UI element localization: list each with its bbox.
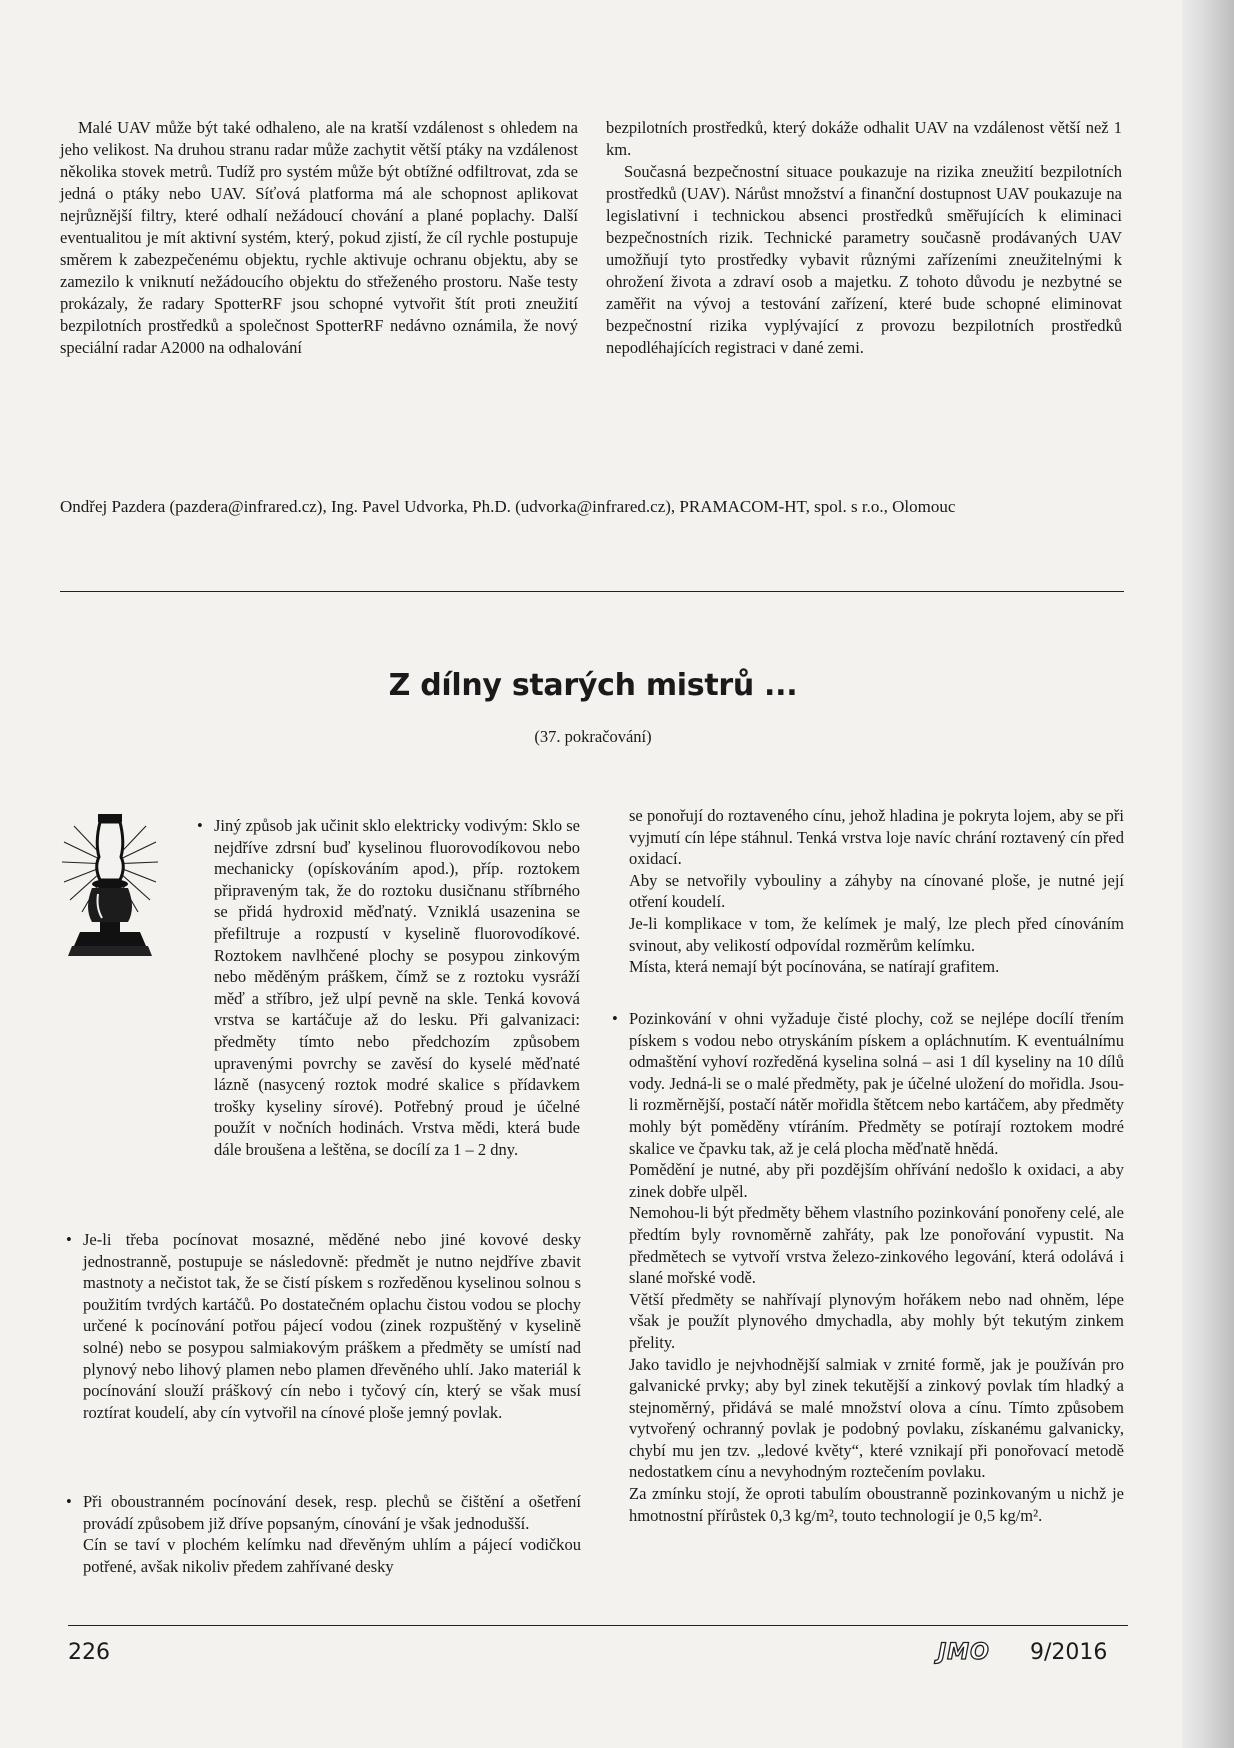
journal-logo: JMO [938, 1640, 990, 1665]
section-divider [60, 591, 1124, 592]
list-item-text: Cín se taví v plochém kelímku nad dřevěným uhlím a pájecí vodičkou potřené, avšak nikoliv předem zahřívané desky [83, 1535, 581, 1576]
article-subtitle: (37. pokračování) [534, 727, 652, 746]
list-item-text: Nemohou-li být předměty během vlastního pozinkování ponořeny celé, ale předtím byly rovnoměrně zahřáty, pak lze ponořování vypustit. Na předmětech se vytvoří vrstva železo-zinkového legování, která odolává i slané mořské vodě. [629, 1203, 1124, 1288]
list-item-text: Pomědění je nutné, aby při pozdějším ohřívání nedošlo k oxidaci, a aby zinek dobře ulpěl. [629, 1160, 1124, 1201]
list-item-text: Je-li komplikace v tom, že kelímek je malý, lze plech před cínováním svinout, aby velikostí odpovídal rozměrům kelímku. [629, 913, 1124, 955]
list-item-text: Jako tavidlo je nejvhodnější salmiak v zrnité formě, jak je používán pro galvanické prvky; aby byl zinek tekutější a zinkový povlak tím hladký a stejnoměrný, přidává se malé množství olova a cínu. Tímto způsobem vytvořený ochranný povlak je podobný povlaku, získanému galvanicky, chybí mu jen tzv. „ledové květy“, které vznikají při ponořovací metodě nedostatkem cínu a nevyhodným roztečením povlaku. [629, 1354, 1124, 1482]
bullet-icon: • [197, 816, 203, 835]
list-item-text: Větší předměty se nahřívají plynovým hořákem nebo nad ohněm, lépe však je použít plynového dmychadla, aby mohly být tekutým zinkem přelity. [629, 1289, 1124, 1352]
list-item-text: Jiný způsob jak učinit sklo elektricky vodivým: Sklo se nejdříve zdrsní buď kyselinou fluorovodíkovou nebo mechanicky (opískováním apod.), příp. roztokem připraveným tak, že do roztoku dusičnanu stříbrného se přidá hydroxid měďnatý. Vzniklá usazenina se přefiltruje a rozpustí v kyselině fluorovodíkové. Roztokem navlhčené plochy se posypou zinkovým nebo měděným práškem, čímž se z roztoku vysráží měď a stříbro, jež ulpí pevně na skle. Tenká kovová vrstva se kartáčuje až do lesku. Při galvanizaci: předměty tímto nebo předchozím způsobem upravenými povrchy se zavěsí do kyselé měďnaté lázně (nasycený roztok modré skalice s přídavkem trošky kyseliny sírové). Potřebný proud je účelné použít v nočních hodinách. Vrstva mědi, která bude dále broušena a leštěna, se docílí za 1 – 2 dny. [214, 816, 580, 1159]
footer-divider [68, 1625, 1128, 1626]
paragraph: Současná bezpečnostní situace poukazuje na rizika zneužití bezpilotních prostředků (UAV). Nárůst množství a finanční dostupnost UAV poukazuje na legislativní i technickou absenci prostředků směřujících k eliminaci bezpečnostních rizik. Technické parametry současně prodávaných UAV umožňují tyto prostředky vybavit různými zařízeními zneužitelnými k ohrožení života a zdraví osob a majetku. Z tohoto důvodu je nezbytné se zaměřit na vývoj a testování zařízení, které bude schopné eliminovat bezpečnostní rizika vyplývající z provozu bezpilotních prostředků nepodléhajících registraci v dané zemi. [606, 162, 1122, 357]
oil-lamp-icon [62, 812, 158, 958]
bullet-icon: • [66, 1230, 72, 1249]
list-item [66, 1491, 581, 1577]
top-left-column [60, 117, 578, 359]
bullet-icon: • [612, 1009, 618, 1028]
list-item [66, 1229, 581, 1423]
list-item-text: Pozinkování v ohni vyžaduje čisté plochy, což se nejlépe docílí třením pískem s vodou nebo otryskáním pískem a opláchnutím. K eventuálnímu odmaštění vyhoví rozředěná kyselina solná – asi 1 díl kyseliny na 10 dílů vody. Jedná-li se o malé předměty, pak je účelné uložení do mořidla. Jsou-li rozměrnější, postačí nátěr mořidla štětcem nebo kartáčem, aby předměty mohly být poměděny vtíráním. Předměty se potírají roztokem modré skalice ve čpavku tak, až je celá plocha měďnatě hnědá. [629, 1009, 1124, 1158]
list-item-continuation [629, 805, 1124, 978]
list-item [612, 1008, 1124, 1526]
list-item-text: Aby se netvořily vybouliny a záhyby na cínované ploše, je nutné její otření koudelí. [629, 870, 1124, 912]
top-right-column [606, 117, 1122, 359]
page-number: 226 [68, 1640, 110, 1665]
paragraph: bezpilotních prostředků, který dokáže odhalit UAV na vzdálenost větší než 1 km. [606, 118, 1122, 159]
page-binding-shadow [1182, 0, 1234, 1748]
authors-line: Ondřej Pazdera (pazdera@infrared.cz), Ing. Pavel Udvorka, Ph.D. (udvorka@infrared.cz), PRAMACOM-HT, spol. s r.o., Olomouc [60, 497, 956, 516]
bullet-icon: • [66, 1492, 72, 1511]
list-item-text: Místa, která nemají být pocínována, se natírají grafitem. [629, 957, 1000, 977]
list-item-text: Při oboustranném pocínování desek, resp. plechů se čištění a ošetření provádí způsobem již dříve popsaným, cínování je však jednodušší. [83, 1492, 581, 1533]
list-item-text: se ponořují do roztaveného cínu, jehož hladina je pokryta lojem, aby se při vyjmutí cín lépe stáhnul. Tenká vrstva loje navíc chrání roztavený cín před oxidací. [629, 806, 1124, 869]
issue-number: 9/2016 [1030, 1640, 1108, 1665]
article-title: Z dílny starých mistrů ... [388, 668, 798, 703]
list-item-text: Za zmínku stojí, že oproti tabulím oboustranně pozinkovaným u nichž je hmotnostní přírůstek 0,3 kg/m², touto technologií je 0,5 kg/m². [629, 1484, 1124, 1525]
paragraph: Malé UAV může být také odhaleno, ale na kratší vzdálenost s ohledem na jeho velikost. Na druhou stranu radar může zachytit větší ptáky na vzdálenost několika stovek metrů. Tudíž pro systém může být obtížné odfiltrovat, zda se jedná o ptáky nebo UAV. Síťová platforma má ale schopnost aplikovat nejrůznější filtry, které odhalí nežádoucí chování a plané poplachy. Další eventualitou je mít aktivní systém, který, pokud zjistí, že cíl rychle postupuje směrem k zabezpečenému objektu, rychle aktivuje ochranu objektu, aby se zamezilo k vniknutí nežádoucího objektu do střeženého prostoru. Naše testy prokázaly, že radary SpotterRF jsou schopné vytvořit štít proti zneužití bezpilotních prostředků a společnost SpotterRF nedávno oznámila, že nový speciální radar A2000 na odhalování [60, 118, 578, 357]
list-item [197, 815, 580, 1161]
list-item-text: Je-li třeba pocínovat mosazné, měděné nebo jiné kovové desky jednostranně, postupuje se následovně: předmět je nutno nejdříve zbavit mastnoty a nečistot tak, že se čistí pískem s rozředěnou kyselinou solnou s použitím tvrdých kartáčů. Po dostatečném oplachu čistou vodou se plochy určené k pocínování potřou pájecí vodou (zinek rozpuštěný v kyselině solné) nebo se posypou salmiakovým práškem a předměty se umístí nad plynový nebo lihový plamen nebo plamen dřevěného uhlí. Jako materiál k pocínování slouží práškový cín nebo i tyčový cín, který se však musí roztírat koudelí, aby cín vytvořil na cínové ploše jemný povlak. [83, 1230, 581, 1422]
